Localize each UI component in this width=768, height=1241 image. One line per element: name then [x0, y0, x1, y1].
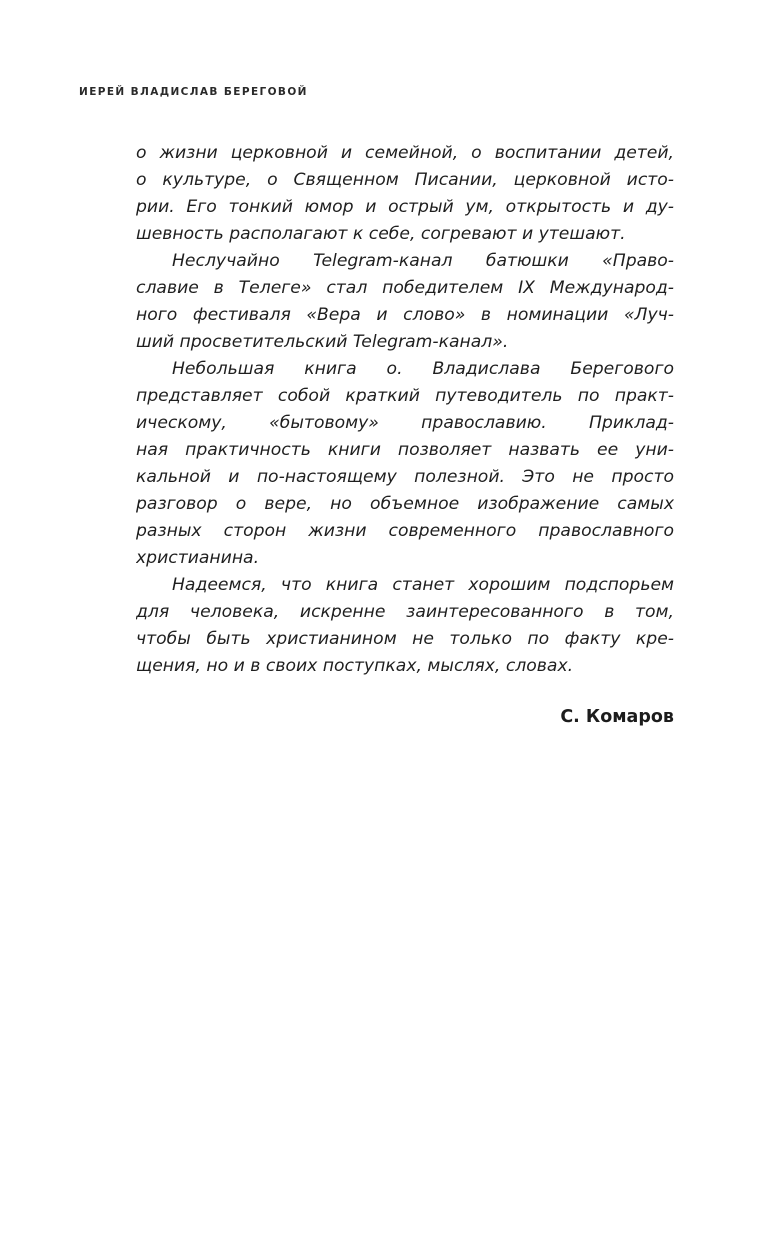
paragraph: [136, 248, 674, 356]
text-line: Надеемся, что книга станет хорошим подспорьем: [172, 575, 674, 595]
text-line: Небольшая книга о. Владислава Берегового: [172, 359, 674, 379]
signature: С. Комаров: [560, 707, 674, 727]
text-line: чтобы быть христианином не только по факту кре-: [136, 629, 674, 649]
text-line: ная практичность книги позволяет назвать ее уни-: [136, 440, 674, 460]
text-line: о культуре, о Священном Писании, церковной исто-: [136, 170, 674, 190]
text-line: рии. Его тонкий юмор и острый ум, открытость и ду-: [136, 197, 674, 217]
text-line: славие в Телеге» стал победителем IX Международ-: [136, 278, 674, 298]
paragraph: [136, 356, 674, 572]
text-line: для человека, искренне заинтересованного в том,: [136, 602, 674, 622]
text-line: Неслучайно Telegram-канал батюшки «Право-: [172, 251, 674, 271]
paragraph: [136, 572, 674, 680]
text-line: кальной и по-настоящему полезной. Это не просто: [136, 467, 674, 487]
text-line: представляет собой краткий путеводитель по практ-: [136, 386, 674, 406]
running-head: ИЕРЕЙ ВЛАДИСЛАВ БЕРЕГОВОЙ: [79, 86, 308, 98]
text-line: о жизни церковной и семейной, о воспитании детей,: [136, 143, 674, 163]
text-line: щения, но и в своих поступках, мыслях, словах.: [136, 656, 574, 676]
text-line: разговор о вере, но объемное изображение самых: [136, 494, 674, 514]
text-line: ическому, «бытовому» православию. Приклад-: [136, 413, 674, 433]
paragraph: [136, 140, 674, 248]
text-line: шевность располагают к себе, согревают и утешают.: [136, 224, 626, 244]
body-text: [136, 140, 674, 680]
text-line: ший просветительский Telegram-канал».: [136, 332, 509, 352]
text-line: разных сторон жизни современного православного: [136, 521, 674, 541]
text-line: христианина.: [136, 548, 260, 568]
text-line: ного фестиваля «Вера и слово» в номинации «Луч-: [136, 305, 674, 325]
